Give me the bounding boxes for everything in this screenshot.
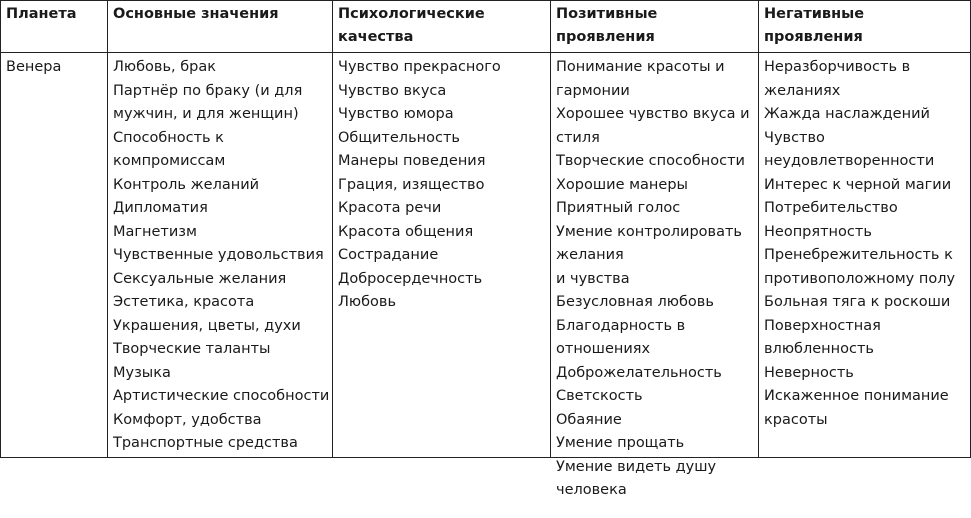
list-item: Комфорт, удобства [113, 411, 262, 428]
list-item: Сексуальные желания [113, 270, 287, 287]
list-item: Любовь, брак [113, 59, 217, 75]
header-negative-line1: Негативные [764, 6, 865, 22]
cell-positive [551, 53, 759, 498]
list-item: Чувство [764, 129, 825, 146]
list-item: желаниях [764, 82, 841, 99]
header-positive-line1: Позитивные [556, 6, 658, 22]
list-item: отношениях [556, 341, 651, 357]
list-item: и чувства [556, 270, 630, 287]
list-item: Общительность [338, 129, 460, 146]
header-main-meanings [108, 1, 333, 53]
planet-list [1, 53, 107, 457]
list-item: Хорошее чувство вкуса и [556, 106, 750, 122]
header-negative-line2: проявления [764, 29, 863, 45]
list-item: Поверхностная [764, 317, 881, 334]
list-item: Потребительство [764, 200, 898, 216]
list-item: Доброжелательность [556, 364, 722, 381]
list-item: Артистические способности [113, 388, 330, 404]
table-row [1, 53, 971, 458]
list-item: Чувство вкуса [338, 82, 447, 99]
list-item: компромиссам [113, 153, 226, 169]
list-item: Доброcердечность [338, 270, 483, 287]
list-item: мужчин, и для женщин) [113, 106, 299, 122]
list-item: Транспортные средства [113, 435, 298, 451]
list-item: человека [556, 482, 627, 498]
cell-negative [759, 53, 971, 458]
header-row [1, 1, 971, 53]
list-item: Светскость [556, 388, 643, 404]
list-item: Чувство прекрасного [338, 59, 501, 75]
list-item: Красота речи [338, 200, 442, 216]
header-psych-qualities [333, 1, 551, 53]
cell-psych-qualities [333, 53, 551, 458]
list-item: Эстетика, красота [113, 294, 255, 310]
header-main-meanings-text: Основные значения [113, 6, 279, 22]
list-item: желания [556, 247, 624, 263]
list-item: стиля [556, 129, 600, 146]
list-item: Красота общения [338, 223, 474, 240]
list-item: Безусловная любовь [556, 294, 714, 310]
list-item: Неверность [764, 364, 854, 381]
list-item: Искаженное понимание [764, 388, 949, 404]
list-item: Украшения, цветы, духи [113, 317, 301, 334]
list-item: Чувственные удовольствия [113, 247, 324, 263]
list-item: Неопрятность [764, 223, 872, 240]
list-item: Понимание красоты и [556, 59, 725, 75]
header-positive-line2: проявления [556, 29, 655, 45]
cell-planet [1, 53, 108, 458]
header-planet-text: Планета [6, 6, 77, 22]
list-item: Контроль желаний [113, 176, 260, 193]
header-psych-qualities-line2: качества [338, 29, 414, 45]
list-item: Благодарность в [556, 317, 686, 334]
list-item: Чувство юмора [338, 106, 454, 122]
list-item: Хорошие манеры [556, 176, 688, 193]
list-item: влюбленность [764, 341, 874, 357]
negative-list [759, 53, 970, 457]
list-item: Манеры поведения [338, 153, 486, 169]
list-item: неудовлетворенности [764, 153, 935, 169]
list-item: Творческие способности [556, 153, 745, 169]
list-item: Сострадание [338, 247, 439, 263]
list-item: Магнетизм [113, 223, 197, 240]
main-meanings-list [108, 53, 332, 457]
header-psych-qualities-line1: Психологические [338, 6, 485, 22]
list-item: Партнёр по браку (и для [113, 82, 303, 99]
list-item: красоты [764, 411, 828, 428]
list-item: Творческие таланты [113, 341, 271, 357]
list-item: Музыка [113, 364, 171, 381]
list-item: Дипломатия [113, 200, 208, 216]
header-negative [759, 1, 971, 53]
header-planet [1, 1, 108, 53]
cell-main-meanings [108, 53, 333, 458]
header-positive [551, 1, 759, 53]
list-item: Приятный голос [556, 200, 681, 216]
list-item: Грация, изящество [338, 176, 485, 193]
list-item: Умение прощать [556, 435, 685, 451]
positive-list [551, 53, 758, 498]
list-item: Умение видеть душу [556, 458, 717, 475]
list-item: Умение контролировать [556, 223, 742, 240]
list-item: Любовь [338, 294, 397, 310]
list-item: Жажда наслаждений [764, 106, 930, 122]
list-item: Неразборчивость в [764, 59, 911, 75]
list-item: противоположному полу [764, 270, 956, 287]
list-item: Обаяние [556, 411, 622, 428]
list-item: Способность к [113, 129, 224, 146]
list-item: Интерес к черной магии [764, 176, 952, 193]
list-item: Пренебрежительность к [764, 247, 953, 263]
psych-qualities-list [333, 53, 550, 457]
list-item: Венера [6, 59, 62, 75]
list-item: Больная тяга к роскоши [764, 294, 951, 310]
list-item: гармонии [556, 82, 630, 99]
